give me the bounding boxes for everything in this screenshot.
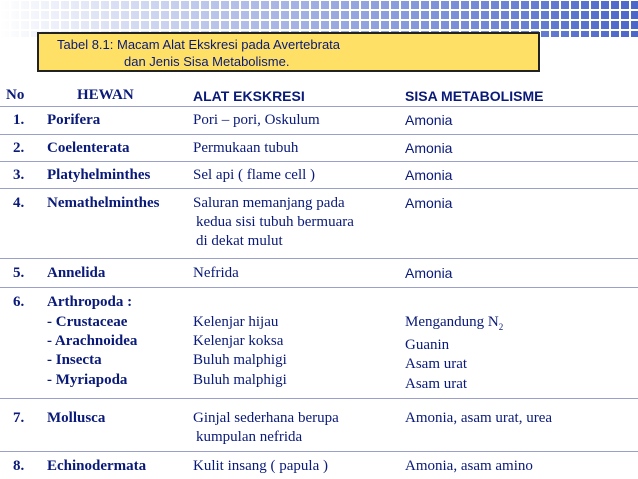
metabolic-waste: Amonia bbox=[405, 112, 453, 128]
header-hewan: HEWAN bbox=[77, 87, 134, 103]
header-alat-ekskresi: ALAT EKSKRESI bbox=[193, 88, 305, 104]
animal-name: Coelenterata bbox=[47, 140, 130, 156]
row-number: 5. bbox=[13, 265, 25, 281]
row-divider bbox=[0, 106, 638, 107]
metabolic-waste: Amonia, asam amino bbox=[405, 458, 533, 474]
metabolic-waste: Asam urat bbox=[405, 356, 468, 372]
row-divider bbox=[0, 258, 638, 259]
waste-text: Mengandung N bbox=[405, 314, 499, 330]
excretory-organ-cont: di dekat mulut bbox=[196, 233, 283, 249]
animal-name: Nemathelminthes bbox=[47, 195, 160, 211]
row-number: 8. bbox=[13, 458, 25, 474]
header-no: No bbox=[6, 87, 25, 103]
excretory-organ: Pori – pori, Oskulum bbox=[193, 112, 320, 128]
row-number: 2. bbox=[13, 140, 25, 156]
row-number: 3. bbox=[13, 167, 25, 183]
excretory-organ: Kelenjar koksa bbox=[193, 333, 284, 349]
excretory-organ: Nefrida bbox=[193, 265, 239, 281]
metabolic-waste: Amonia bbox=[405, 167, 453, 183]
row-divider bbox=[0, 287, 638, 288]
excretory-organ-cont: kedua sisi tubuh bermuara bbox=[196, 214, 354, 230]
waste-subscript: 2 bbox=[498, 322, 504, 332]
excretory-organ: Sel api ( flame cell ) bbox=[193, 167, 316, 183]
row-number: 4. bbox=[13, 195, 25, 211]
excretory-organ-cont: kumpulan nefrida bbox=[196, 429, 303, 445]
excretory-organ: Kulit insang ( papula ) bbox=[193, 458, 328, 474]
excretory-organ: Ginjal sederhana berupa bbox=[193, 410, 339, 426]
metabolic-waste: Asam urat bbox=[405, 376, 468, 392]
metabolic-waste: Amonia bbox=[405, 195, 453, 211]
excretory-organ: Permukaan tubuh bbox=[193, 140, 299, 156]
metabolic-waste: Amonia, asam urat, urea bbox=[405, 410, 553, 426]
subgroup-name: - Arachnoidea bbox=[47, 333, 138, 349]
title-line-2: dan Jenis Sisa Metabolisme. bbox=[124, 54, 290, 69]
animal-name: Platyhelminthes bbox=[47, 167, 151, 183]
subgroup-name: - Myriapoda bbox=[47, 372, 128, 388]
excretory-organ: Buluh malphigi bbox=[193, 352, 287, 368]
subgroup-name: - Insecta bbox=[47, 352, 102, 368]
animal-name: Mollusca bbox=[47, 410, 106, 426]
metabolic-waste: Amonia bbox=[405, 140, 453, 156]
animal-name: Arthropoda : bbox=[47, 294, 133, 310]
row-divider bbox=[0, 451, 638, 452]
excretory-organ: Kelenjar hijau bbox=[193, 314, 279, 330]
title-line-1: Tabel 8.1: Macam Alat Ekskresi pada Avertebrata bbox=[57, 37, 341, 52]
excretory-organ: Buluh malphigi bbox=[193, 372, 287, 388]
row-divider bbox=[0, 398, 638, 399]
metabolic-waste bbox=[405, 313, 503, 336]
row-number: 6. bbox=[13, 294, 25, 310]
table-title-box bbox=[37, 32, 540, 72]
animal-name: Porifera bbox=[47, 112, 101, 128]
metabolic-waste: Amonia bbox=[405, 265, 453, 281]
metabolic-waste: Guanin bbox=[405, 337, 450, 353]
header-sisa-metabolisme: SISA METABOLISME bbox=[405, 88, 544, 104]
row-number: 1. bbox=[13, 112, 25, 128]
row-number: 7. bbox=[13, 410, 25, 426]
excretory-organ: Saluran memanjang pada bbox=[193, 195, 345, 211]
animal-name: Annelida bbox=[47, 265, 106, 281]
row-divider bbox=[0, 134, 638, 135]
animal-name: Echinodermata bbox=[47, 458, 147, 474]
row-divider bbox=[0, 188, 638, 189]
subgroup-name: - Crustaceae bbox=[47, 314, 128, 330]
row-divider bbox=[0, 161, 638, 162]
